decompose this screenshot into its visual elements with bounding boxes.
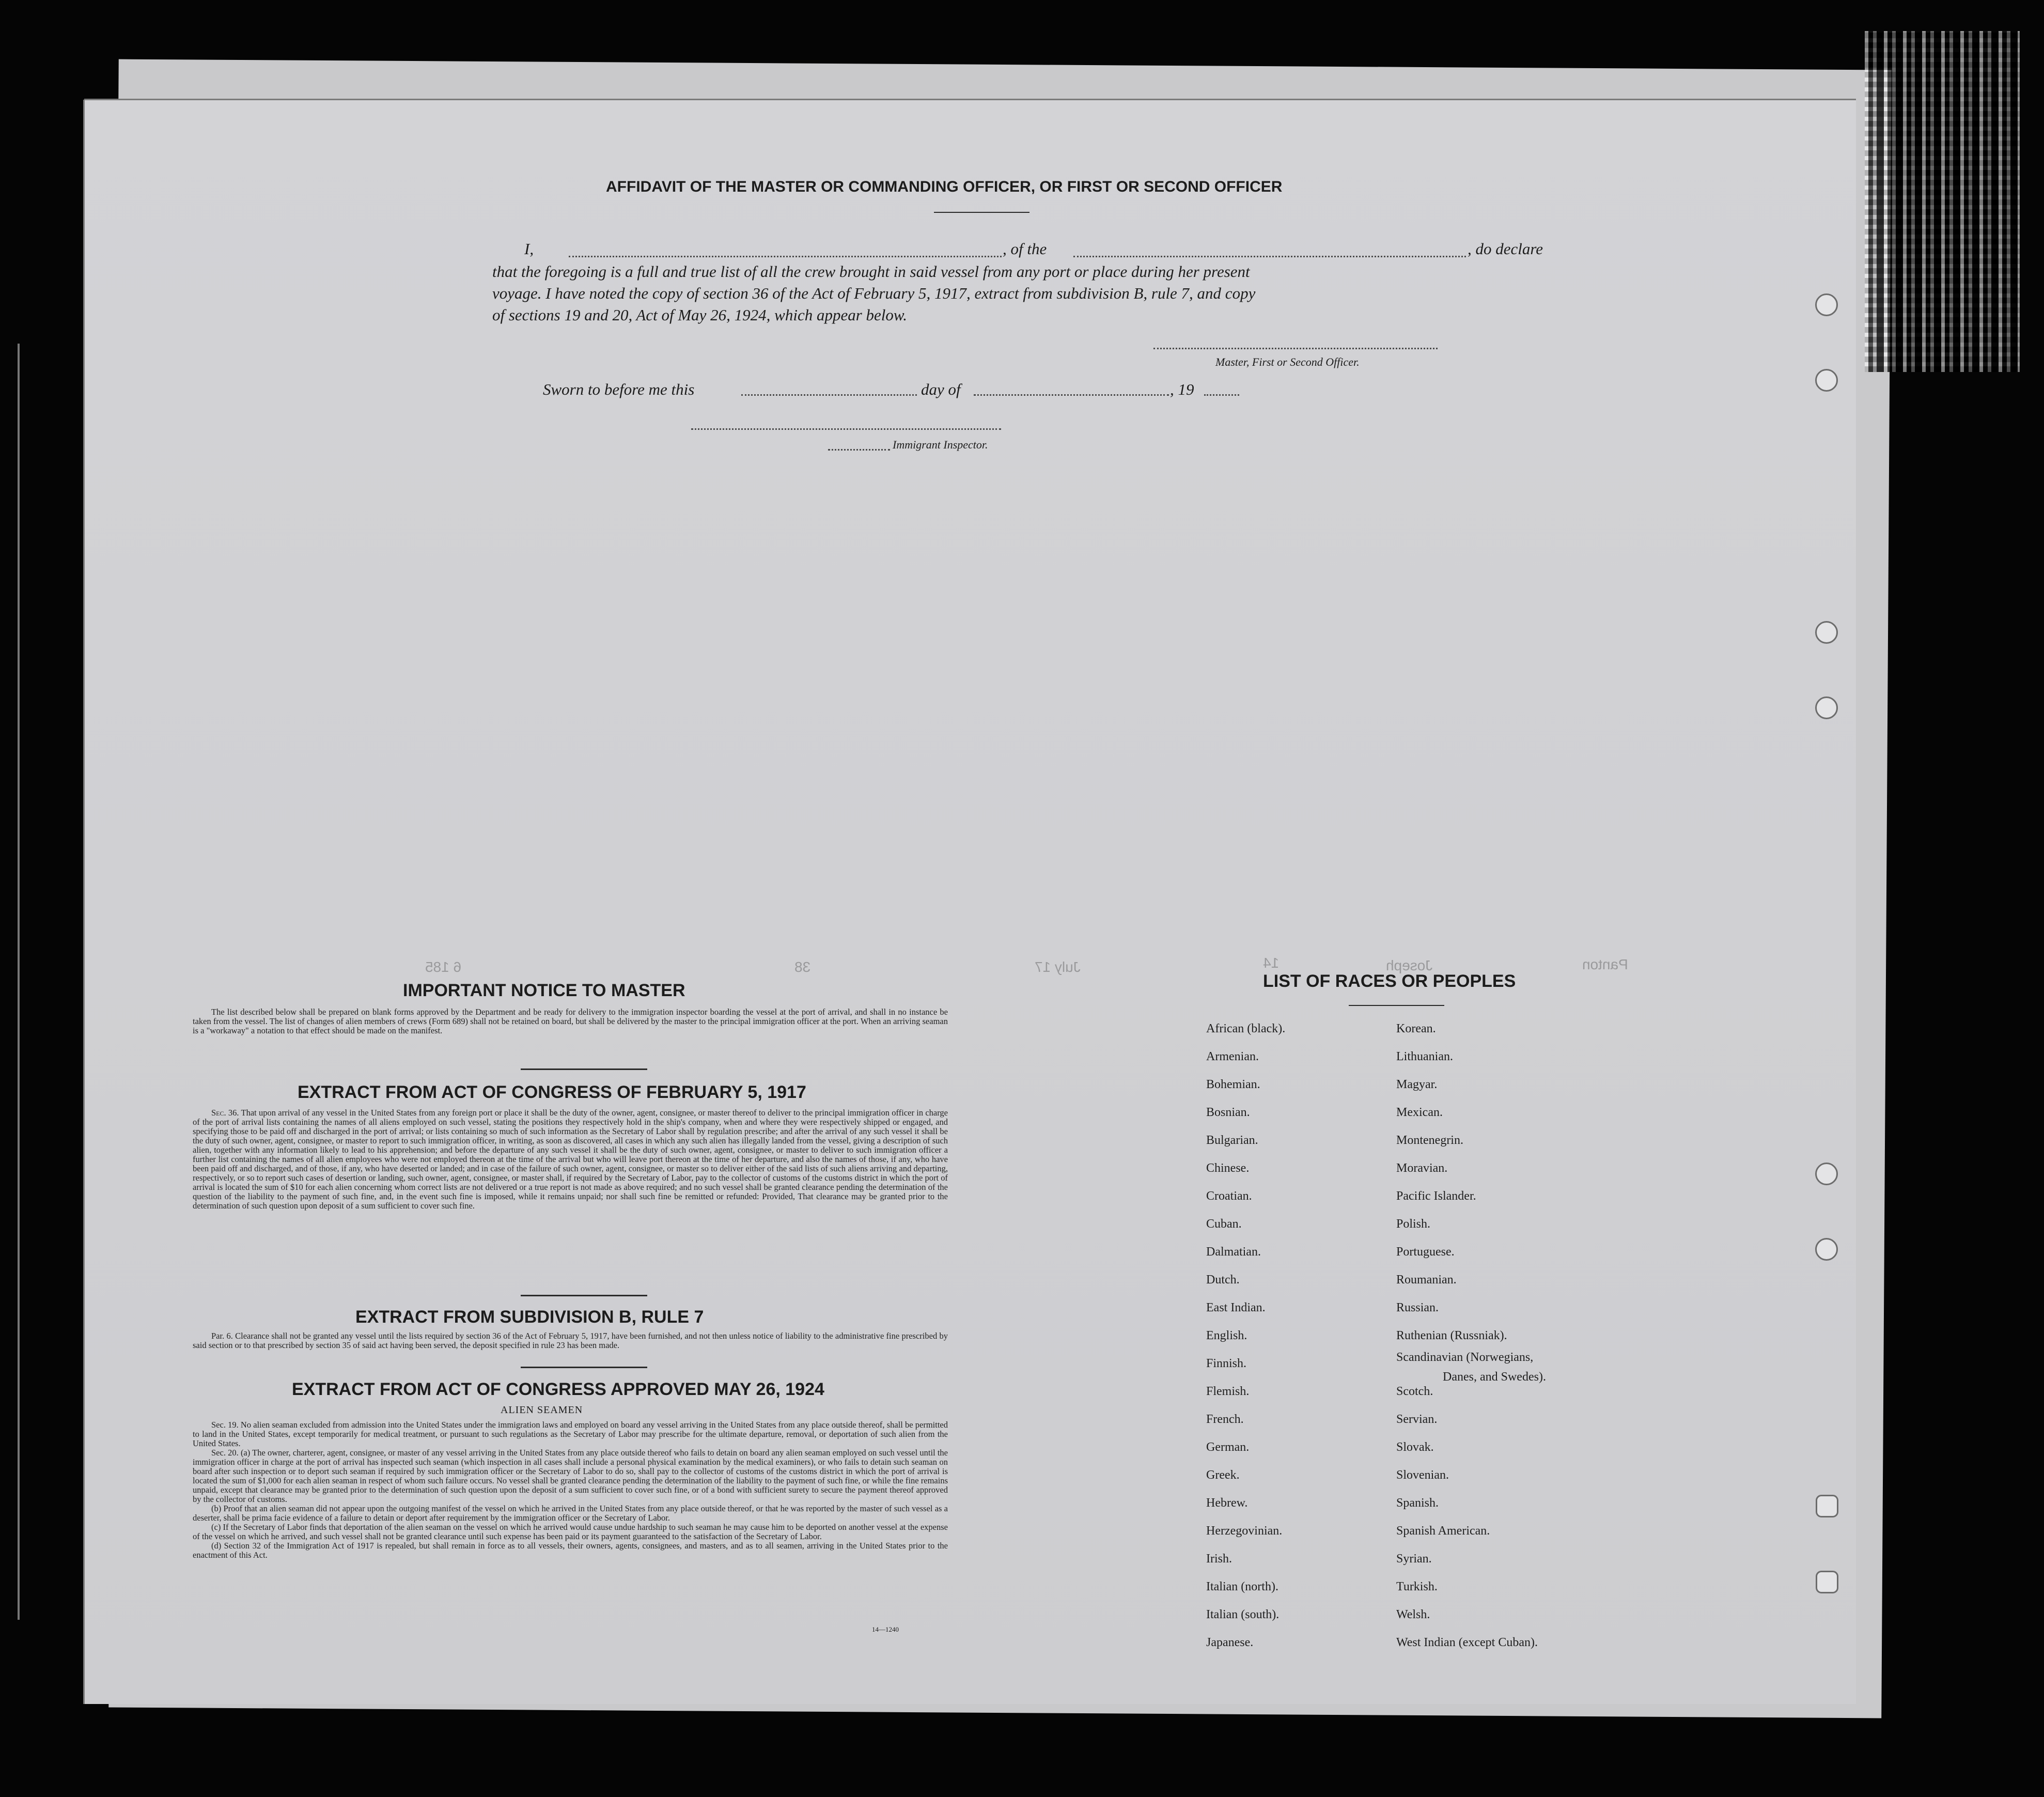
bleedthrough-count: 14 <box>1263 955 1280 971</box>
race-item: Servian. <box>1396 1413 1438 1426</box>
sworn-month-field[interactable] <box>974 394 1169 396</box>
notice-paragraph: The list described below shall be prepared on blank forms approved by the Department and be ready for delivery to the immigration inspector boarding the vessel at the port of arrival, and shall in no instance be taken from the vessel. The list of changes of alien members of crews (Form 689) shall not be retained on board, but shall be delivered by the master to the principal immigration officer at the port. When an arriving seaman is a "workaway" a notation to that effect should be made on the manifest. <box>193 1007 948 1035</box>
race-item: Welsh. <box>1396 1608 1430 1621</box>
sec20b-paragraph: (b) Proof that an alien seaman did not appear upon the outgoing manifest of the vessel on which he arrived in the United States from any place outside thereof, or that he was reported by the master of such vessel as a deserter, shall be prima facie evidence of a failure to detain or deport after requirement by the immigration officer or the Secretary of Labor. <box>193 1504 948 1523</box>
race-item: Slovenian. <box>1396 1468 1449 1482</box>
race-item: Armenian. <box>1206 1050 1259 1063</box>
race-item: Magyar. <box>1396 1078 1438 1091</box>
master-signature-caption: Master, First or Second Officer. <box>1215 355 1360 368</box>
race-item: Hebrew. <box>1206 1496 1248 1510</box>
race-item: Herzegovinian. <box>1206 1524 1283 1538</box>
day-of-label: day of <box>921 380 961 398</box>
race-item: Italian (south). <box>1206 1608 1280 1621</box>
race-item: Slovak. <box>1396 1440 1434 1454</box>
page-edge-top <box>84 99 1856 100</box>
race-item: Bosnian. <box>1206 1106 1250 1119</box>
year-label: , 19 <box>1170 380 1194 398</box>
race-item: Russian. <box>1396 1301 1439 1314</box>
race-item: Polish. <box>1396 1217 1431 1231</box>
rule7-paragraph: Par. 6. Clearance shall not be granted any vessel until the lists required by section 36 of the Act of February 5, 1917, have been furnished, and not then unless notice of liability to the administrative fine prescribed by said section or to that prescribed by section 35 of said act having been served, the deposit specified in rule 23 has been made. <box>193 1331 948 1350</box>
race-item: Bulgarian. <box>1206 1134 1258 1147</box>
race-item: Spanish. <box>1396 1496 1439 1510</box>
sworn-year-field[interactable] <box>1204 394 1239 396</box>
affidavit-of-the-label: , of the <box>1003 240 1047 258</box>
sec20d-paragraph: (d) Section 32 of the Immigration Act of 1917 is repealed, but shall remain in force as to all vessels, their owners, agents, consignees, and masters, and as to all seamen, arriving in the United States prior to the enactment of this Act. <box>193 1541 948 1560</box>
notice-body <box>193 1008 948 1035</box>
race-item: Chinese. <box>1206 1161 1250 1175</box>
race-item: Pacific Islander. <box>1396 1189 1476 1203</box>
affidavit-vessel-field[interactable] <box>1073 256 1466 257</box>
inspector-caption: Immigrant Inspector. <box>893 438 988 451</box>
race-item: Montenegrin. <box>1396 1134 1463 1147</box>
race-item: East Indian. <box>1206 1301 1266 1314</box>
extract-rule7-title: EXTRACT FROM SUBDIVISION B, RULE 7 <box>355 1307 704 1327</box>
inspector-signature-field[interactable] <box>691 428 1001 430</box>
section-rule-1924 <box>521 1367 647 1368</box>
binder-hole <box>1815 369 1838 392</box>
binder-hole <box>1816 1495 1838 1517</box>
bleedthrough-age: 38 <box>794 959 811 975</box>
race-item: Dutch. <box>1206 1273 1240 1287</box>
extract-rule7-body <box>193 1331 948 1350</box>
race-item: Scandinavian (Norwegians, <box>1396 1351 1534 1364</box>
extract-1924-title: EXTRACT FROM ACT OF CONGRESS APPROVED MAY 26, 1924 <box>292 1380 824 1399</box>
race-item: Syrian. <box>1396 1552 1432 1566</box>
race-item: Finnish. <box>1206 1357 1247 1370</box>
sec20a-paragraph: Sec. 20. (a) The owner, charterer, agent, consignee, or master of any vessel arriving in the United States from any place outside thereof who fails to detain on board any alien seaman employed on such vessel until the immigration officer in charge at the port of arrival has inspected such seaman (which inspection in all cases shall include a personal physical examination by the medical examiners), or who fails to detain such seaman on board after such inspection or to deport such seaman if required by such immigration officer or the Secretary of Labor to do so, shall pay to the collector of customs of the customs district in which the port of arrival is located the sum of $1,000 for each alien seaman in respect of whom such failure occurs. No vessel shall be granted clearance pending the determination of the liability to the payment of such fine, or while the fine remains unpaid, except that clearance may be granted prior to the determination of such question upon the deposit of a sum sufficient to cover such fine, or of a bond with sufficient surety to secure the payment thereof approved by the collector of customs. <box>193 1448 948 1504</box>
race-item: Cuban. <box>1206 1217 1242 1231</box>
extract-1924-body <box>193 1420 948 1560</box>
race-item: Mexican. <box>1396 1106 1443 1119</box>
binder-hole <box>1815 621 1838 644</box>
master-signature-field[interactable] <box>1153 348 1438 349</box>
race-item: Spanish American. <box>1396 1524 1490 1538</box>
extract-1917-body <box>193 1108 948 1211</box>
bleedthrough-surname: Panton <box>1582 956 1628 972</box>
race-item: Korean. <box>1396 1022 1436 1035</box>
affidavit-line-4: of sections 19 and 20, Act of May 26, 1924, which appear below. <box>492 306 908 324</box>
affidavit-i-label: I, <box>524 240 534 258</box>
affidavit-do-declare-label: , do declare <box>1468 240 1543 258</box>
race-item: Irish. <box>1206 1552 1232 1566</box>
notice-title: IMPORTANT NOTICE TO MASTER <box>403 981 685 1000</box>
race-item: Bohemian. <box>1206 1078 1260 1091</box>
sec20c-paragraph: (c) If the Secretary of Labor finds that deportation of the alien seaman on the vessel on which he arrived would cause undue hardship to such seaman he may cause him to be deported on another vessel at the expense of the vessel on which he arrived, and such vessel shall not be granted clearance until such expense has been paid or its payment guaranteed to the satisfaction of the Secretary of Labor. <box>193 1522 948 1541</box>
race-item: Greek. <box>1206 1468 1240 1482</box>
binding-strip <box>1865 31 2020 372</box>
alien-seamen-subtitle: ALIEN SEAMEN <box>501 1404 583 1416</box>
sec36-label: Sec. 36. <box>211 1108 239 1118</box>
binder-hole <box>1815 293 1838 316</box>
races-title-rule <box>1349 1005 1444 1006</box>
page-edge-left <box>83 100 85 1704</box>
race-item: Lithuanian. <box>1396 1050 1453 1063</box>
race-item: African (black). <box>1206 1022 1286 1035</box>
race-item: English. <box>1206 1329 1247 1342</box>
race-item: Flemish. <box>1206 1385 1250 1398</box>
race-item: Turkish. <box>1396 1580 1438 1593</box>
bleedthrough-given-name: Joseph <box>1386 957 1433 973</box>
race-item: Ruthenian (Russniak). <box>1396 1329 1507 1342</box>
manifest-page <box>84 100 1856 1704</box>
bleedthrough-number: 6 185 <box>425 959 462 975</box>
left-margin-mark <box>18 344 20 1620</box>
bleedthrough-date: July 17 <box>1035 959 1081 975</box>
race-item: Japanese. <box>1206 1636 1254 1649</box>
race-item: Dalmatian. <box>1206 1245 1261 1259</box>
race-item: French. <box>1206 1413 1244 1426</box>
affidavit-line-2: that the foregoing is a full and true list of all the crew brought in said vessel from any port or place during her present <box>492 262 1250 281</box>
extract-1917-title: EXTRACT FROM ACT OF CONGRESS OF FEBRUARY 5, 1917 <box>298 1082 806 1102</box>
section-rule-1917 <box>521 1068 647 1070</box>
binder-hole <box>1815 1163 1838 1185</box>
binder-hole <box>1815 1238 1838 1261</box>
race-item: Scotch. <box>1396 1385 1433 1398</box>
race-item: Moravian. <box>1396 1161 1448 1175</box>
affidavit-name-field[interactable] <box>569 256 1002 257</box>
form-number: 14—1240 <box>872 1625 899 1633</box>
binder-hole <box>1816 1571 1838 1593</box>
race-item: Roumanian. <box>1396 1273 1457 1287</box>
binder-hole <box>1815 696 1838 719</box>
affidavit-title-rule <box>934 212 1029 213</box>
race-item: Italian (north). <box>1206 1580 1278 1593</box>
sworn-label: Sworn to before me this <box>543 380 695 398</box>
affidavit-title: AFFIDAVIT OF THE MASTER OR COMMANDING OFFICER, OR FIRST OR SECOND OFFICER <box>606 178 1283 195</box>
race-item: Croatian. <box>1206 1189 1252 1203</box>
sworn-day-field[interactable] <box>741 394 917 396</box>
affidavit-line-3: voyage. I have noted the copy of section 36 of the Act of February 5, 1917, extract from subdivision B, rule 7, and copy <box>492 284 1256 302</box>
sec19-paragraph: Sec. 19. No alien seaman excluded from admission into the United States under the immigration laws and employed on board any vessel arriving in the United States from any place outside thereof, shall be permitted to land in the United States, except temporarily for medical treatment, or pursuant to such regulations as the Secretary of Labor may prescribe for the ultimate departure, removal, or deportation of such alien from the United States. <box>193 1420 948 1448</box>
section-rule-rule7 <box>521 1295 647 1296</box>
race-item: Danes, and Swedes). <box>1443 1370 1546 1384</box>
sec36-text: That upon arrival of any vessel in the United States from any foreign port or place it shall be the duty of the owner, agent, consignee, or master thereof to deliver to the principal immigration officer in charge of the port of arrival lists containing the names of all aliens employed on such vessel, stating the positions they respectively hold in the ship's company, when and where they were respectively shipped or engaged, and specifying those to be paid off and discharged in the port of arrival; or lists containing so much of such information as the Secretary of Labor shall by regulation prescribe; and after the arrival of any such vessel it shall be the duty of such owner, agent, consignee, or master to report to such immigration officer, in writing, as soon as discovered, all cases in which any such alien has illegally landed from the vessel, giving a description of such alien, together with any information likely to lead to his apprehension; and before the departure of any such vessel it shall be the duty of such owner, agent, consignee, or master to deliver to such immigration officer a further list containing the names of all alien employees who were not employed thereon at the time of the arrival but who will leave port thereon at the time of her departure, and also the names of those, if any, who have been paid off and discharged, and of those, if any, who have deserted or landed; and in case of the failure of such owner, agent, consignee, or master so to deliver either of the said lists of such aliens arriving and departing, respectively, or so to report such cases of desertion or landing, such owner, agent, consignee, or master shall, if required by the Secretary of Labor, pay to the collector of customs of the customs district in which the port of arrival is located the sum of $10 for each alien concerning whom correct lists are not delivered or a true report is not made as above required; and no such vessel shall be granted clearance pending the determination of the question of the liability to the payment of such fine, and, in the event such fine is imposed, while it remains unpaid; nor shall such fine be remitted or refunded: Provided, That clearance may be granted prior to the determination of such question upon deposit of a sum sufficient to cover such fine. <box>193 1108 948 1211</box>
race-item: Portuguese. <box>1396 1245 1455 1259</box>
race-item: German. <box>1206 1440 1250 1454</box>
race-item: West Indian (except Cuban). <box>1396 1636 1538 1649</box>
races-title: LIST OF RACES OR PEOPLES <box>1263 971 1516 991</box>
inspector-signature-lead <box>828 449 890 451</box>
